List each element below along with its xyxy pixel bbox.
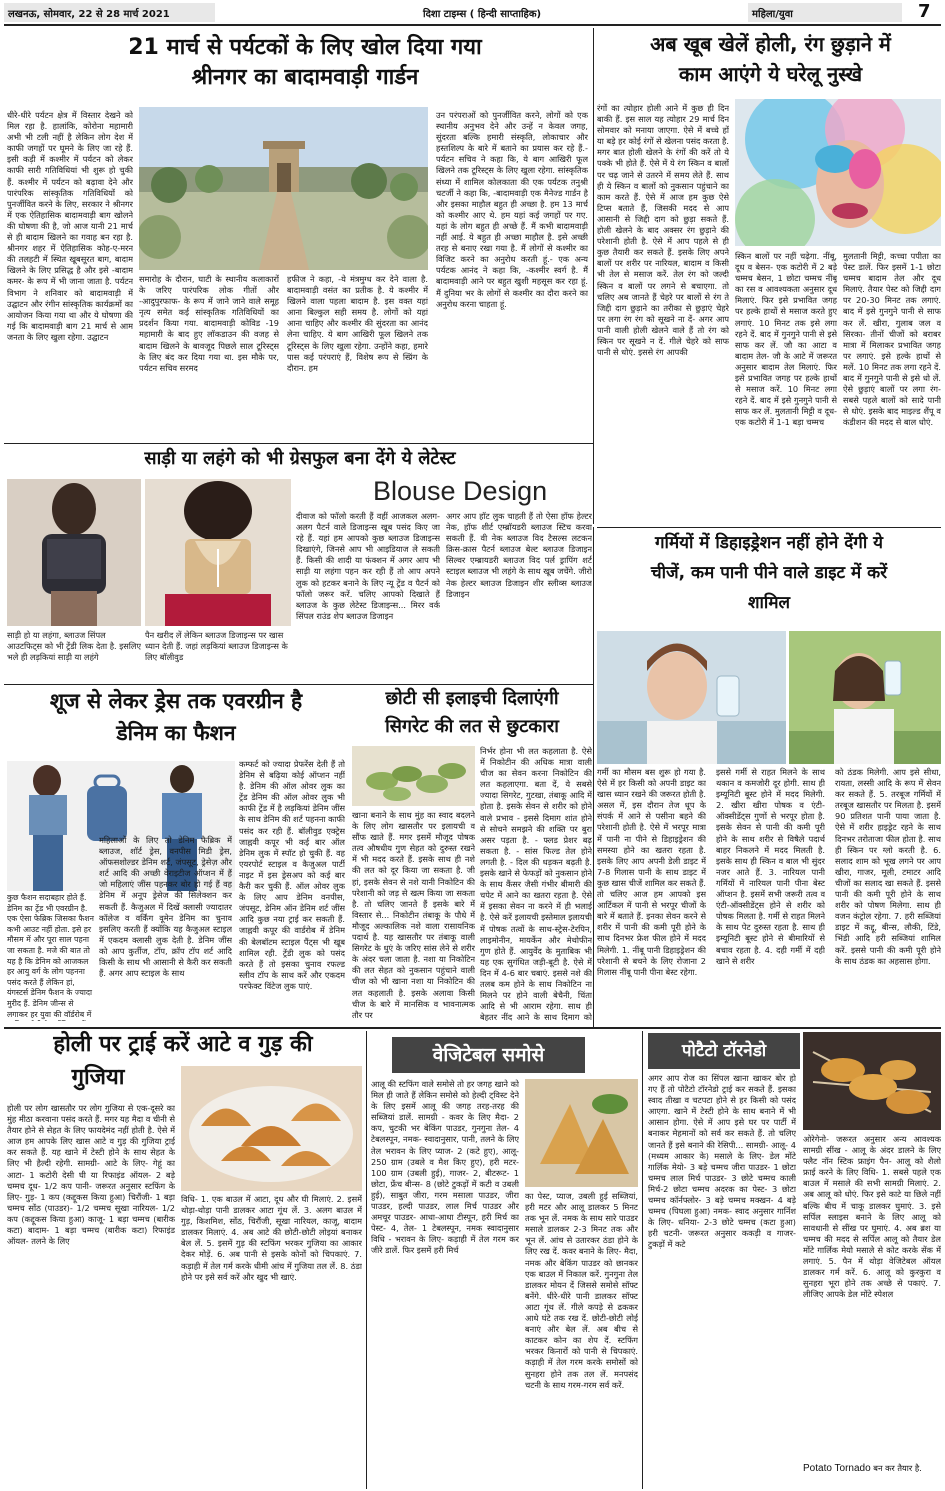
a6-column-2: निर्भर होना भी लत कहलाता है. ऐसे में निकोटीन की अधिक मात्रा वाली चीज का सेवन करना निकोटिन की लत कहलाएगा. बता दें, ये सबसे ज्यादा सिगरेट, गुटखा, तंबाकू आदि में होता है. इसके सेवन से शरीर को होने वाले प्रभाव - इससे दिमाग शांत होने से सोचने समझने की शक्ति पर बुरा असर पड़ता है. - फ्लड प्रेशर बढ़ सकता है. - सांस फिल्ड तेल होने लगती है. - दिल की धड़कन बढ़ती है. इसके खाने से फेफड़ों को नुकसान होने के साथ कैंसर जैसी गंभीर बीमारी की चपेट में आने का खतरा रहता है. ऐसे में इसका सेवन ना करने में ही भलाई है. ऐसे करें इलायची इस्तेमाल इलायची में पोषक तत्वों के साथ-स्ट्रेस-टेरपिन, लाइमोनीन, मायर्केन और मेथोफीन गुण होते हैं. आयुर्वेद के मुताबिक भी यह एक सुगंधित जड़ी-बूटी है. ऐसे में दिन में 4-6 बार चबाएं. इससे नशे की तलब कम होने के साथ निकोटिन ना मिलने पर होने वाली बेचैनी, चिंता आदि से भी आराम रहेगा. साथ ही बेहतर नींद आने के साथ दिमाग को (480, 746, 592, 1023)
masthead-date: लखनऊ, सोमवार, 22 से 28 मार्च 2021 (8, 9, 170, 20)
a4-headline-line1: गर्मियों में डिहाइड्रेशन नहीं होने देंगी ये (654, 533, 884, 553)
a1-garden-photo (139, 107, 428, 270)
a3-column-2: अगर आप हॉट लुक चाहती हैं तो ऐसा हॉफ हेल्टर नेक, हॉफ शीर्ट एम्ब्रॉयडरी ब्लाउज स्टिच करवा सकती हैं. वी नेक ब्लाउज विद टैसल्स लटकन क्रिस-क्रास पैटर्न ब्लाउज बेल्ट ब्लाउज डिजाइन सिल्वर एम्ब्रायडरी ब्लाउज विद पर्ल ड्रापिंग शर्ट स्टाइल ब्लाउज भी लहंगे के साथ खूब जचेंगे. जीरो नेक हेल्टर ब्लाउज डिजाइन शीर स्लीव्स ब्लाउज डिजाइन (446, 511, 592, 599)
a2-column-2: स्किन बालों पर नहीं चढ़ेगा. नींबू, दूध व बेसन- एक कटोरी में 2 बड़े चम्मच बेसन, 1 छोटा चम्मच नींबू का रस व आवश्यकता अनुसार दूध मिलाएं. फिर इसे प्रभावित जगह पर हल्के हाथों से मसाज करते हुए लगाएं. 10 मिनट तक इसे लगा रहने दें. बाद में गुनगुने पानी से इसे साफ कर लें. जौ का आटा व बादाम तेल- जौ के आटे में जरूरत अनुसार बादाम तेल मिलाएं. फिर इसे प्रभावित जगह पर हल्के हाथों से मसाज करें. 10 मिनट लगा रहने दें. बाद में इसे गुनगुने पानी से साफ कर लें. मुलतानी मिट्टी व दूध- एक कटोरी में 1-1 बड़ा चम्मच (735, 251, 837, 428)
a6-column-1: खाना बनाने के साथ मुंह का स्वाद बदलने के लिए लोग खासतौर पर इलायची व सौंफ खाते हैं. मगर इसमें मौजूद पोषक तत्व औषधीय गुण सेहत को दुरुस्त रखने में भी मदद करते हैं. इसके साथ ही नशे की लत को दूर किया जा सकता है. जी हां, इसके सेवन से नशे यानी निकोटिन की परेशानी को जड़ से खत्म किया जा सकता है. तो चलिए जानते हैं इसके बारे में विस्तार से... निकोटीन तंबाकू के पौधे में मौजूद अल्कालिक नशे वाला रासायनिक पदार्थ है. यह खासतौर पर तंबाकू वाली सिगरेट के धुएं के जरिए सांस लेने से शरीर के अंदर चला जाता है. नशा या निकोटिन की लत सेहत को नुकसान पहुंचाने वाली चीज को भी खाना नशा या निकोटिन की लत कहलाती है. इसके अलावा किसी चीज के बारे में मानसिक व भावनात्मक तौर पर (352, 810, 475, 1020)
a9-tail (803, 1463, 943, 1474)
a3-blouse-photo-2 (145, 479, 291, 626)
a7-intro-ingredients: होली पर लोग खासतौर पर लोग गुजिया से एक-दूसरे का मुंह मीठा करवाना पसंद करते हैं. मगर यह मैदा व चीनी से तैयार होने से सेहत के लिए फायदेमंद नहीं होती है. ऐसे में आज हम आपके लिए खास आटे व गुड़ की गुजिया ट्राई कर सकते हैं. यह खाने में टेस्टी होने के साथ सेहत के लिए भी हैल्दी रहेगी. सामग्री- आटे के लिए- गेहूं का आटा- 1 कटोरी देसी घी या रिफाइंड ऑयल- 2 बड़े चम्मच दूध- 1/2 कप पानी- जरूरत अनुसार स्टफिंग के लिए- गुड़- 1 कप (कद्दूकस किया हुआ) चिरौंजी- 1 बड़ा चम्मच सोंठ (पाउडर)- 1/2 चम्मच सूखा नारियल- 1/2 कप (कद्दूकस किया हुआ) काजू- 1 बड़ा चम्मच (बारीक कटा) बादाम- 1 बड़ा चम्मच (बारीक कटा) रिफाइंड ऑयल- तलने के लिए (7, 1103, 175, 1247)
a4-headline-line3: शामिल (747, 593, 791, 613)
a2-headline-line1: अब खूब खेलें होली, रंग छुड़ाने में (650, 32, 891, 56)
a9-column-1: अगर आप रोज का सिंपल खाना खाकर बोर हो गए हैं तो पोटैटो टॉरनेडो ट्राई कर सकते हैं. इसका स्वाद तीखा व चटपटा होने से हर किसी को पसंद आएगा. खाने में टेस्टी होने के साथ बनाने में भी आसान होगा. ऐसे में आप इसे घर पर पार्टी में बनाकर मेहमानों को सर्व कर सकते हैं. तो चलिए जानते हैं इसे बनाने की रेसिपी... सामग्री- आलू- 4 (मध्यम आकार के) मसाले के लिए- डेल मोंटे गार्लिक मेयो- 3 बड़े चम्मच जीरा पाउडर- 1 छोटा चम्मच लाल मिर्च पाउडर- 3 छोटे चम्मच काली मिर्च-2 छोटा चम्मच अदरक का पेस्ट- 3 छोटा चम्मच कॉर्नफ्लोर- 3 बड़े चम्मच मक्खन- 4 बड़े चम्मच (पिघला हुआ) नमक- स्वाद अनुसार गार्निश के लिए- धनिया- 2-3 छोटे चम्मच (कटा हुआ) हरी चटनी- जरूरत अनुसार ककड़ी व गाजर- टुकड़ों में कटे (648, 1073, 796, 1250)
a7-method: विधि- 1. एक बाउल में आटा, दूध और घी मिलाएं. 2. इसमें थोड़ा-थोड़ा पानी डालकर आटा गूंथ लें. 3. अलग बाउल में गुड़, किशमिश, सोंठ, चिरौंजी, सूखा नारियल, काजू, बादाम डालकर मिलाएं. 4. अब आटे की छोटी-छोटी लोइयां बनाकर बेल लें. 5. इसमें गुड़ की स्टफिंग भरकर गुजिया का आकार देकर मोड़ें. 6. अब पानी से इसके कोनों को चिपकाएं. 7. कड़ाही में तेल गर्म करके धीमी आंच में गुजिया तल लें. 8. ठंडा होने पर इसे सर्व करें और खुद भी खाएं. (181, 1194, 362, 1282)
a1-column-1: धीरे-धीरे पर्यटन क्षेत्र में विस्तार देखने को मिल रहा है. हालांकि, कोरोना महामारी अभी भी टली नहीं है लेकिन लोग देश में काफी जगहों पर घूमने के लिए जा रहे हैं. इसी कड़ी में कश्मीर में पर्यटन को लेकर काफी सारी गतिविधियां भी शुरू हो चुकी हैं. कश्मीर में पर्यटन को बढ़ावा देने और पारंपरिक सांस्कृतिक गतिविधियों को पुनर्जीवित करने के लिए, सरकार ने श्रीनगर में एक ऐतिहासिक बादामवाड़ी बाग खोलने की घोषणा की है, जो आज यानी 21 मार्च से ही बादाम खिलने का गवाह बन रहा है. श्रीनगर शहर में ऐतिहासिक कोह-ए-मरन की तलहटी में स्थित खूबसूरत बाग, बादाम खिलने के लिए प्रसिद्ध है और इसे -बादाम कमर- के रूप में भी जाना जाता है. पर्यटन विभाग ने शनिवार को बादामवाड़ी में उद्घाटन और रंगीन सांस्कृतिक कार्यक्रमों का आयोजन किया गया था और ये घोषणा की गई कि बादामवाड़ी बाग 21 मार्च से आम जनता के लिए खुला रहेगा. उद्घाटन (7, 110, 133, 342)
a1-column-3: हफीज ने कहा, -ये मंत्रमुग्ध कर देने वाला है. बादामवाड़ी वसंत का प्रतीक है. ये कश्मीर में खिलने वाला पहला बादाम है. इस वक्त यहां आना बिल्कुल सही समय है. लोगों को यहां आना चाहिए और कश्मीर की सुंदरता का आनंद लेना चाहिए. ये बाग आखिरी फूल खिलने तक टूरिस्ट्स के लिए खुला रहेगा. उन्होंने कहा, हमारे पास कई परंपराएं हैं, विशेष रूप से स्प्रिंग के दौरान. हम (287, 274, 428, 373)
divider-vertical-low-2 (642, 1031, 643, 1489)
a1-column-2: समारोह के दौरान, घाटी के स्थानीय कलाकारों के जरिए पारंपरिक लोक गीतों और -आदुपुरफाफ- के रूप में जाने जाने वाले समूह नृत्य समेत कई सांस्कृतिक गतिविधियों का प्रदर्शन किया गया. बादामवाड़ी कोविड -19 महामारी के बाद हुए लॉकडाउन की वजह से बादाम खिलने के बावजूद पिछले साल टूरिस्ट्स के लिए बंद कर दिया गया था. इस मौके पर, पर्यटन सचिव सरमद (139, 274, 279, 373)
a4-water-photo-2 (789, 631, 941, 764)
masthead-rule (4, 24, 941, 26)
a6-cardamom-photo (352, 746, 475, 806)
a8-column-2: का पेस्ट, प्याज, उबली हुई सब्जियां, हरी मटर और आलू डालकर 5 मिनट तक भून लें. नमक के साथ सारे पाउडर मसाले डालकर 2-3 मिनट तक और भून लें. आंच से उतारकर ठंडा होने के लिए रख दें. कवर बनाने के लिए- मैदा, नमक और बेकिंग पाउडर को छानकर एक बाउल में निकाल करें. गुनगुना तेल डालकर मोयन दें जिससे समोसे सॉफ्ट बनेंगे. धीरे-धीरे पानी डालकर सॉफ्ट आटा गूंथ लें. गीले कपड़े से ढककर आधे घंटे तक रख दें. छोटी-छोटी लोई बनाएं और बेल लें. अब बीच से काटकर कोन का शेप दें. स्टफिंग भरकर किनारों को पानी से चिपकाएं. कड़ाही में तेल गरम करके समोसों को सुनहरा होने तक तल लें. मनपसंद चटनी के साथ गरम-गरम सर्व करें. (525, 1191, 638, 1390)
a2-holi-photo (735, 99, 941, 246)
a1-headline-line1: 21 मार्च से पर्यटकों के लिए खोल दिया गया (128, 35, 482, 60)
a5-column-2: महिलाओं के लिए तो डेनिम फैब्रिक में ब्लाउज, शॉर्ट ड्रेस, वनपीस मिडी ड्रेस, ऑफसशोल्डर डेनिम शर्ट, जंपसूट, ड्रेसेज़ और शर्ट आदि की अच्छी वेराइटीज ऑप्शन में हैं जो महिलाएं जींस पहनकर बोर हो गई हैं वह डेनिम में अनूप ड्रेसेज की सिलेक्शन कर सकती हैं. कैजुअल में दिखें क्लासी ज्यादातर कॉलेज व वर्किंग वूमेन डेनिम का चुनाव इसलिए करती हैं क्योंकि यह कैजुअल स्टाइल में एकदम क्लासी लुक देती है. डेनिम जींस को आप कुर्तीज, टॉप, क्रॉप टॉप शर्ट आदि किसी के साथ भी आसानी से कैरी कर सकती हैं. अगर आप स्टाइल के साथ (99, 835, 232, 979)
a2-headline-line2: काम आएंगे ये घरेलू नुस्खे (678, 62, 863, 86)
a9-headline: पोटैटो टॉरनेडो (648, 1033, 800, 1069)
a2-column-1: रंगों का त्योहार होली आने में कुछ ही दिन बाकी हैं. इस साल यह त्योहार 29 मार्च दिन सोमवार को मनाया जाएगा. ऐसे में बच्चे हों या बड़े हर कोई रंगों से खेलना पसंद करता है. मगर बात होली खेलने के रंगों की करें तो ये पक्के भी होते हैं. ऐसे में ये रंग स्किन व बालों पर चढ़ जाने से उतरने में समय लेते हैं. साथ ही ये स्किन व बालों को नुकसान पहुंचाने का काम करते हैं. ऐसे में आज हम कुछ ऐसे टिप्स बताते हैं, जिसकी मदद से आप आसानी से जिद्दी दाग को छुड़ा सकते हैं. होली खेलने के बाद अक्सर रंग छुड़ाने की परेशानी होती है. ऐसे में आप पहले से ही कुछ तैयारी कर सकते हैं. इसके लिए अपने बालों पर शरीर पर नारियल, बादाम व किसी भी तेल से मसाज करें. तेल रंग को जल्दी स्किन व बालों पर लगने से बचाएगा. तो चलिए अब जानते हैं चेहरे पर बालों से रंग ते जिद्दी दाग छुड़ाने का तरीका से छुड़ाएं चेहरे पर लगा रंग रंग को सूखने ना दें- अगर आप पानी वाली होली खेलने वाले हैं तो रंग को स्किन पर सूखने न दें. गीले चेहरे को साफ पानी से धोएं. इससे रंग आपकी (597, 103, 729, 358)
a3-headline: साड़ी या लहंगे को भी ग्रेसफुल बना देंगे ये लेटेस्ट (144, 448, 456, 469)
a5-column-3: कम्फर्ट को ज्यादा प्रेफरेंस देती हैं तो डेनिम से बढ़िया कोई ऑप्शन नहीं है. डेनिम की ऑल ओवर लुक का ट्रेंड डेनिम की ऑल ओवर लुक भी काफी ट्रेंड में है लड़कियां डेनिम जींस के साथ डेनिम की शर्ट पहनना काफी पसंद कर रही हैं. बॉलीवुड एक्ट्रेस जाह्नवी कपूर भी कई बार ऑल डेनिम लुक में स्पॉट हो चुकी हैं. वह एयरपोर्ट स्टाइल व कैजुअल पार्टी नाइट में इस ड्रेसअप को कई बार कैरी कर चुकी हैं. ऑल ओवर लुक के लिए आप डेनिम वनपीस, जंपसूट, डेनिम ऑन डेनिम शर्ट जींस आदि कुछ नया ट्राई कर सकती हैं. जाह्नवी कपूर की वार्डरोब में डेनिम की बेलबॉटम स्टाइल पैंट्स भी खूब शामिल रही. ट्रेंडी लुक को पसंद करते हैं तो इसका चुनाव रफल्ड स्लीव टॉप के साथ करें और एकदम परफेक्ट विंटेज लुक पाएं. (239, 759, 345, 991)
a7-gujiya-photo (181, 1066, 362, 1191)
divider-a3 (4, 684, 594, 685)
a4-column-1: गर्मी का मौसम बस शुरू हो गया है. ऐसे में हर किसी को अपनी डाइट का खास ध्यान रखने की जरूरत होती है. असल में, इस दौरान तेज धूप के संपर्क में आने से पसीना बहने की परेशानी होती है. ऐसे में भरपूर मात्रा में पानी ना पीने से डिहाइड्रेशन की समस्या होने का खतरा रहता है. इसके लिए आप अपनी डेली डाइट में 7-8 गिलास पानी के साथ डाइट में कुछ खास चीजें शामिल कर सकते हैं. तो चलिए आज हम आपको इस आर्टिकल में पानी से भरपूर चीजों के बारे में बताते हैं. इनका सेवन करने से शरीर में पानी की कमी पूरी होने के साथ दिनभर फ्रेश फील होने में मदद मिलेगी. 1. नींबू पानी डिहाइड्रेशन की परेशानी से बचने के लिए रोजाना 2 गिलास नींबू पानी पीना बेस्ट रहेगा. (597, 767, 706, 977)
a4-headline-line2: चीजें, कम पानी पीने वाले डाइट में करें (650, 563, 888, 583)
a9-potato-photo (803, 1032, 941, 1130)
a1-column-4: उन परंपराओं को पुनर्जीवित करने, लोगों को एक स्थानीय अनुभव देने और उन्हें न केवल जगह, सुंदरता बल्कि हमारी संस्कृति, लोकाचार और हस्तशिल्प के बारे में बताने का प्रयास कर रहे हैं.- पर्यटन सचिव ने कहा कि, ये बाग आखिरी फूल खिलने तक टूरिस्ट्स के लिए खुला रहेगा. सांस्कृतिक संध्या में शामिल कोलकाता की एक पर्यटक तनुश्री चटर्जी ने कहा कि, -बादामवाड़ी एक मैनेज्ड गार्डन है और इसका माहौल बहुत ही अच्छा है. हम 13 मार्च को कश्मीर आए थे. हम यहां कई जगहों पर गए. यहां के लोग बहुत ही अच्छे हैं. मैं कभी बादामवाड़ी नहीं आई. ये बहुत ही अच्छा माहौल है. इसे अच्छी तरह से बनाए रखा गया है. मैं लोगों से कश्मीर का विजिट करने का अनुरोध करती हूं.- एक अन्य पर्यटक आनंद ने कहा कि, -कश्मीर स्वर्ग है. मैं बादामवाड़ी आने पर बहुत खुशी महसूस कर रहा हूं. मैं दुनिया भर के लोगों से कश्मीर का दौरा करने का अनुरोध करना चाहता हूं. (436, 110, 588, 309)
a5-headline-line1: शूज से लेकर ड्रेस तक एवरग्रीन है (49, 689, 303, 713)
divider-a2 (597, 527, 941, 528)
a7-headline-line2: गुजिया (71, 1065, 125, 1090)
a8-column-1: आलू की स्टफिंग वाले समोसे तो हर जगह खाने को मिल ही जाते हैं लेकिन समोसे को हेल्दी ट्विस्ट देने के लिए इसमें आलू की जगह तरह-तरह की सब्जियां डालें. सामग्री - कवर के लिए मैदा- 2 कप, चुटकी भर बेकिंग पाउडर, गुनगुना तेल- 4 टेबलस्पून, नमक- स्वादानुसार, पानी, तलने के लिए तेल भरावन के लिए प्याज- 2 (कटे हुए), आलू- 250 ग्राम (उबले व मैश किए हुए), हरी मटर- 100 ग्राम (उबली हुई), गाजर- 2, बीटरूट- 1 छोटा, फ्रेंच बीन्स- 8 (छोटे टुकड़ों में कटी व उबली हुई), साबुत जीरा, गरम मसाला पाउडर, जीरा पाउडर, हल्दी पाउडर, लाल मिर्च पाउडर और अमचूर पाउडर- आधा-आधा टीस्पून, हरी मिर्च का पेस्ट- 4, तेल- 1 टेबलस्पून, नमक स्वादानुसार विधि - भरावन के लिए- कड़ाही में तेल गरम कर जीरे डालें. फिर इसमें हरी मिर्च (371, 1079, 519, 1256)
a4-column-2: इससे गर्मी से राहत मिलने के साथ थकान व कमजोरी दूर होगी. साथ ही इम्यूनिटी बूस्ट होने में मदद मिलेगी. 2. खीरा खीरा पोषक व एंटी-ऑक्सीडेंट्स गुणों से भरपूर होता है. इसके सेवन से पानी की कमी पूरी होने के साथ शरीर से विषैले पदार्थ बाहर निकलने में मदद मिलती है. इसके साथ ही स्किन व बाल भी सुंदर नजर आते हैं. 3. नारियल पानी गर्मियों में नारियल पानी पीना बेस्ट ऑप्शन है. इसमें सभी जरूरी तत्व व एंटी-ऑक्सीडेंट्स होने से शरीर को पोषक मिलता है. गर्मी से राहत मिलने के साथ पेट दुरुस्त रहता है. साथ ही इम्यूनिटी बूस्ट होने से बीमारियों से बचाव रहता है. 4. दही गर्मी में दही खाने से शरीर (716, 767, 825, 966)
a1-headline-line2: श्रीनगर का बादामवाड़ी गार्डन (191, 65, 419, 90)
a3-column-1: दीवाज को फॉलो करती हैं वहीं आजकल अलग-अलग पैटर्न वाले डिजाइन्स खूब पसंद किए जा रहे हैं. यहां हम आपको कुछ ब्लाउज डिजाइन्स दिखाएंगे, जिनसे आप भी आइडियाज ले सकती हैं. किसी की शादी या फंक्शन में अगर आप भी साड़ी या लहंगा पहन कर रही हैं तो आप अपने लुक को हटकर बनाने के लिए न्यू ट्रेंड व पैटर्न को फॉलो जरूर करें. चलिए आपको दिखाते हैं ब्लाउज के कुछ लेटेस्ट डिजाइन्स... मिरर वर्क सिंपल राउंड शेप ब्लाउज डिजाइन (296, 511, 440, 621)
a3-caption-1: साड़ी हो या लहंगा, ब्लाउज सिंपल आउटफिट्स को भी ट्रेंडी लिक देता है. इसलिए भले ही लड़कियां साड़ी या लहंगे (7, 630, 141, 662)
a4-column-3: को ठंडक मिलेगी. आप इसे सीधा, रायता, लस्सी आदि के रूप में सेवन कर सकते हैं. 5. तरबूज गर्मियों में तरबूज खासतौर पर मिलता है. इसमें 90 प्रतिशत पानी पाया जाता है. ऐसे में शरीर हाइड्रेट रहने के साथ दिनभर तरोताजा फील होता है. साथ ही स्किन पर ग्लो करती है. 6. सलाद शाम को भूख लगने पर आप खीरा, गाजर, मूली, टमाटर आदि चीजों का सलाद खा सकते हैं. इससे पानी की कमी पूरी होने के साथ शरीर को पोषण मिलेगा. साथ ही वजन कंट्रोल रहेगा. 7. हरी सब्जियां डाइट में कद्दू, बीन्स, लौकी, टिंडे, भिंडी आदि हरी सब्जियां शामिल करें. इससे पानी की कमी पूरी होने के साथ ठंडक का अहसास होगा. (835, 767, 941, 966)
page-number: 7 (918, 1, 931, 22)
a9-column-2: ओरेगेनो- जरूरत अनुसार अन्य आवश्यक सामग्री सींख - आलू के अंदर डालने के लिए फ्लैट नॉन स्टिक फ्राइंग पैन- आलू को शैलो फ्राई करने के लिए विधि- 1. सबसे पहले एक बाउल में मसाले की सभी सामग्री मिलाएं. 2. अब आलू को धोएं. फिर इसे काटे या छिले नहीं बल्कि बीच में चाकू डालकर घुमाएं. 3. इसे सर्पिल स्लाइस बनाने के लिए आलू को सावधानी से सींख पर घुमाएं. 4. अब ब्रश या चम्मच की मदद से सर्पिल आलू को तैयार डेल मोंटे गार्लिक मेयो मसाले से कोट करके सेंक में लगाएं. 5. पैन में थोड़ा वेजिटेबल ऑयल डालकर गर्म करें. 6. आलू को कुरकुरा व सुनहरा भूरा होने तक अच्छे से पकाएं. 7. लीजिए आपके डेल मोंटे स्पेशल (803, 1134, 941, 1300)
a5-caption: कुछ फैशन सदाबहार होते हैं. डेनिम का ट्रेंड भी एवरग्रीन है. एक ऐसा फेब्रिक जिसका फैशन कभी आउट नहीं होता. इसे हर मौसम में और पूरा साल पहना जा सकता है. मजे की बात तो यह है कि डेनिम को आजकल हर आयु वर्ग के लोग पहनना पसंद करते हैं लेकिन हां, यंगस्टर्स डेनिम फैशन के ज्यादा मुरीद हैं. डेनिम जीन्स से लगाकर हर युवा की वॉर्डरोब में (7, 893, 95, 1019)
a3-english-title: Blouse Design (373, 476, 548, 506)
masthead-section: महिला/युवा (752, 9, 793, 20)
a9-tail-english: Potato Tornado (803, 1463, 871, 1474)
divider-middle (4, 1027, 941, 1029)
a9-tail-hindi: बन कर तैयार है. (873, 1463, 922, 1473)
masthead-paper-name: दिशा टाइम्स ( हिन्दी साप्ताहिक) (423, 9, 542, 20)
a2-column-3: मुलतानी मिट्टी, कच्चा पपीता का पेस्ट डालें. फिर इसमें 1-1 छोटा चम्मच बादाम तेल और दूध मिलाएं. तैयार पेस्ट को जिद्दी दाग पर 20-30 मिनट तक लगाएं. बाद में इसे गुनगुने पानी से साफ कर लें. खीरा, गुलाब जल व सिरका- तीनों चीजों को बराबर मात्रा में मिलाकर प्रभावित जगह पर लगाएं. इसे हल्के हाथों से मलें. 10 मिनट तक लगा रहने दें. बाद में गुनगुने पानी से इसे धो लें. ऐसे छुड़ाएं बालों पर लगा रंग- सबसे पहले बालों को सादे पानी से धोएं. इसके बाद माइल्ड शैंपू व कंडीशन की मदद से बाल धोएं. (843, 251, 941, 428)
a8-samosa-photo (525, 1079, 638, 1187)
divider-vertical-low-1 (366, 1031, 367, 1489)
a7-headline-line1: होली पर ट्राई करें आटे व गुड़ की (53, 1032, 313, 1057)
a3-caption-2: पैन खरीद लें लेकिन ब्लाउज डिजाइन्स पर खास ध्यान देती हैं. जहां लड़कियां ब्लाउज डिजाइन्स के लिए बॉलीवुड (145, 630, 288, 662)
a6-headline-line2: सिगरेट की लत से छुटकारा (385, 716, 559, 737)
divider-a1 (4, 443, 594, 444)
a5-headline-line2: डेनिम का फैशन (116, 721, 236, 745)
divider-vertical-mid (593, 527, 594, 1027)
a4-water-photo-1 (597, 631, 786, 764)
divider-vertical-top (593, 28, 594, 524)
a8-headline: वेजिटेबल समोसे (392, 1037, 585, 1073)
a3-blouse-photo-1 (7, 479, 141, 626)
a6-headline-line1: छोटी सी इलाइची दिलाएंगी (385, 688, 559, 709)
